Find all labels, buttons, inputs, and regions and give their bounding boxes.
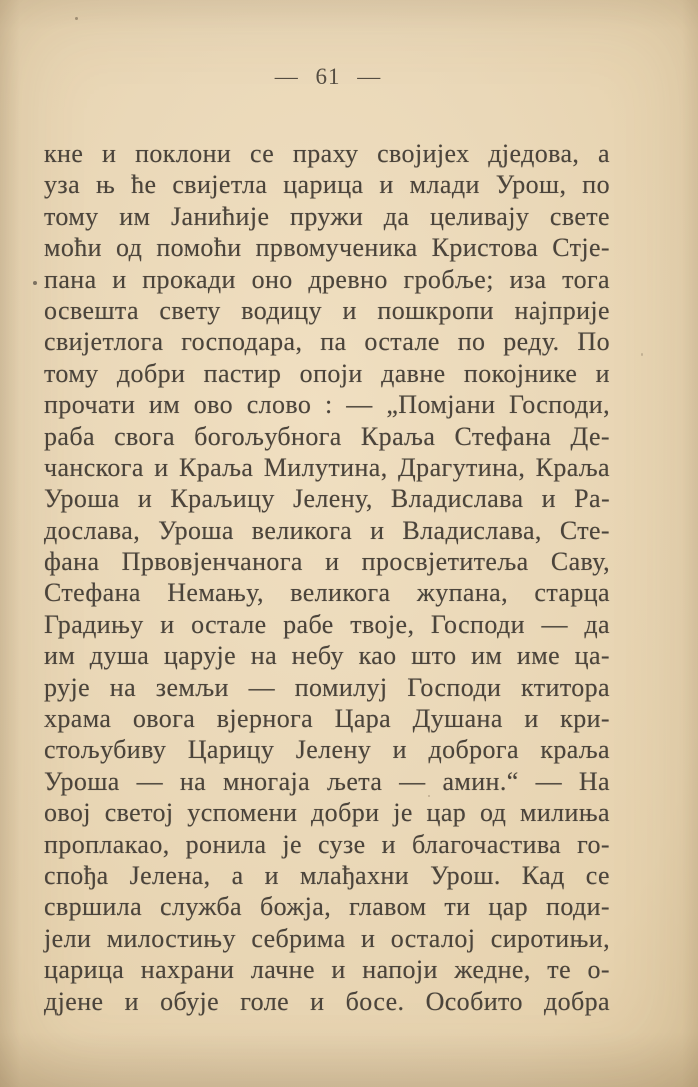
text-line: овој светој успомени добри је цар од милиња (44, 798, 610, 828)
scan-speck (428, 795, 430, 797)
text-line: чанскога и Краља Милутина, Драгутина, Краља (44, 452, 610, 482)
text-line: им душа царује на небу као што им име ца- (44, 641, 610, 671)
text-line: рује на земљи — помилуј Господи ктитора (44, 672, 610, 702)
scan-artifact-dot (33, 281, 37, 285)
text-line: спођа Јелена, а и млађахни Урош. Кад се (44, 860, 610, 890)
scan-speck (641, 353, 643, 356)
text-line: стољубиву Царицу Јелену и доброга краља (44, 735, 610, 765)
text-line: дослава, Уроша великога и Владислава, Сте- (44, 515, 610, 545)
text-line: кне и поклони се праху својијех дједова, а (44, 139, 610, 168)
body-text-block (44, 138, 610, 1017)
text-line: јели милостињу себрима и осталој сиротињи, (44, 923, 610, 953)
text-line: дјене и обује голе и босе. Особито добра (44, 986, 610, 1016)
text-line: фана Првовјенчанога и просвјетитеља Саву, (44, 547, 610, 577)
text-line: свијетлога господара, па остале по реду. По (44, 327, 610, 357)
text-line: царица нахрани лачне и напоји жедне, те о- (44, 955, 610, 985)
text-line: тому добри пастир опоји давне покојнике и (44, 358, 610, 388)
text-line: храма овога вјернога Цара Душана и кри- (44, 704, 610, 734)
text-line: Уроша и Краљицу Јелену, Владислава и Ра- (44, 484, 610, 514)
text-line: уза њ ће свијетла царица и млади Урош, по (44, 170, 610, 200)
page-number-header: — 61 — (274, 64, 382, 89)
text-line: свршила служба божја, главом ти цар поди- (44, 892, 610, 922)
text-line: тому им Јанићије пружи да целивају свете (44, 201, 610, 231)
text-line: Уроша — на многаја љета — амин.“ — На (44, 766, 610, 796)
text-line: Стефана Немању, великога жупана, старца (44, 578, 610, 608)
scan-speck (75, 17, 78, 20)
text-line: пана и прокади оно древно гробље; иза тога (44, 264, 610, 294)
text-line: Градињу и остале рабе твоје, Господи — да (44, 609, 610, 639)
text-line: моћи од помоћи првомученика Кристова Стје- (44, 233, 610, 263)
text-line: освешта свету водицу и пошкропи најприје (44, 295, 610, 325)
text-line: раба свога богољубнога Краља Стефана Де- (44, 421, 610, 451)
text-line: прочати им ово слово : — „Помјани Господи, (44, 390, 610, 420)
text-line: проплакао, ронила је сузе и благочастива го- (44, 829, 610, 859)
